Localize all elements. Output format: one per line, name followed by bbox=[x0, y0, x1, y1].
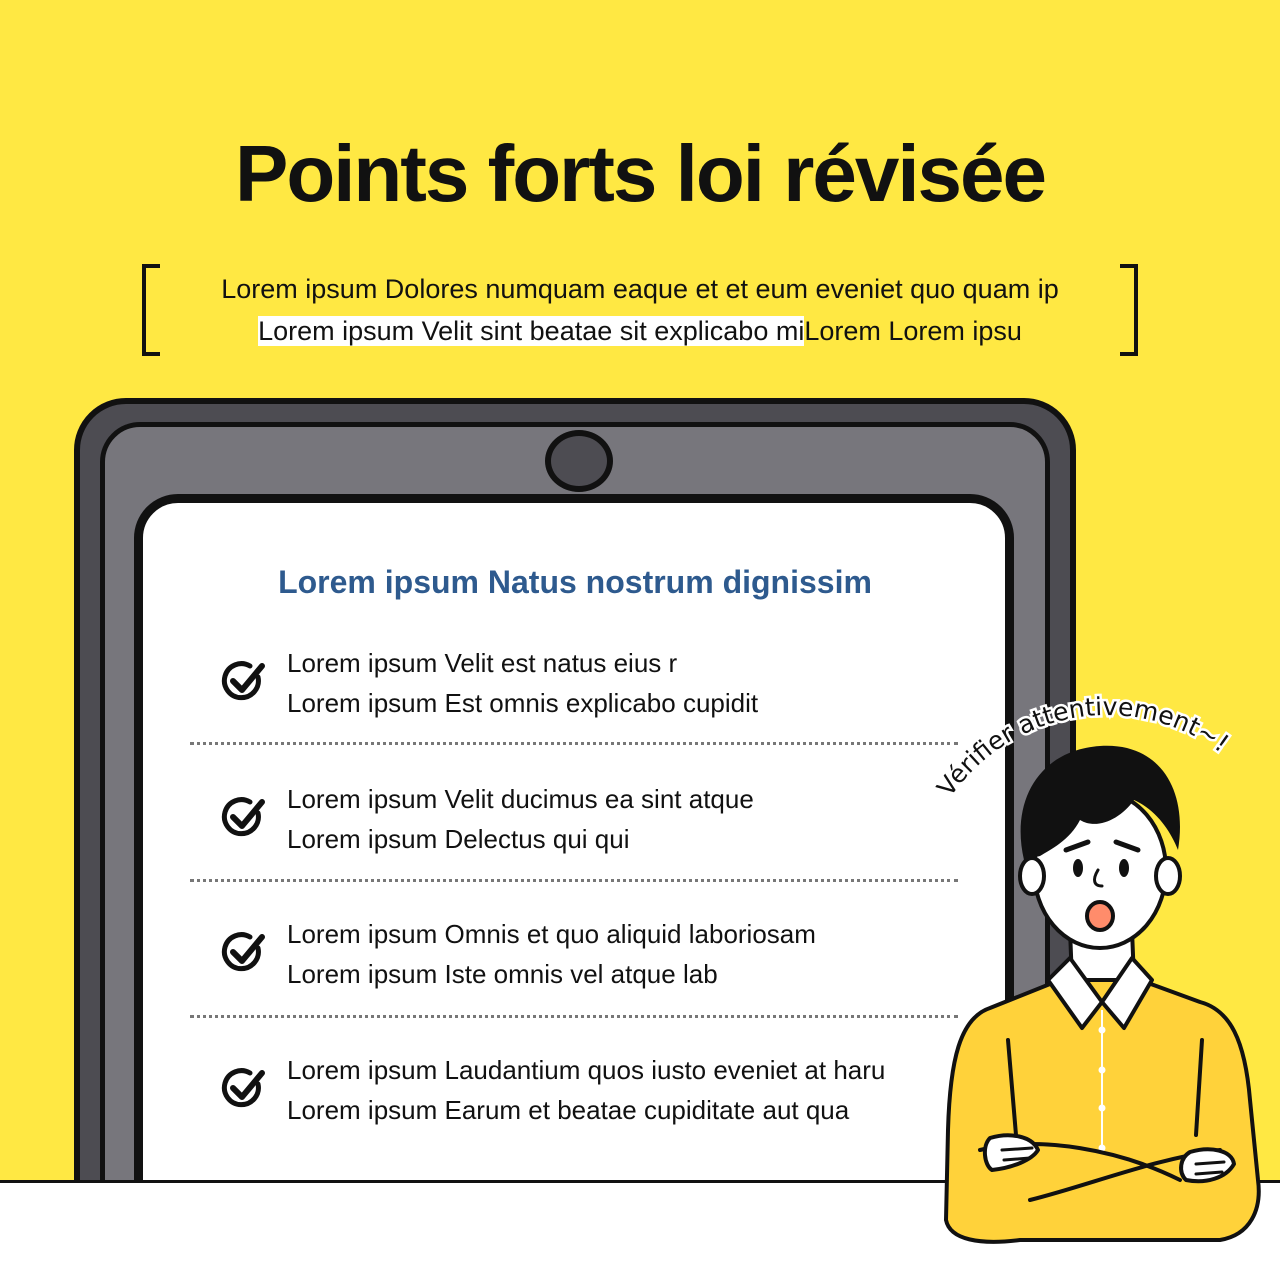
check-circle-icon bbox=[220, 1064, 268, 1112]
subtitle-line-2 bbox=[170, 316, 1110, 347]
check-circle-icon bbox=[220, 793, 268, 841]
subtitle-rest: Lorem Lorem ipsu bbox=[804, 316, 1022, 346]
left-bracket bbox=[142, 264, 160, 356]
speech-text-path: Vérifier attentivement~! bbox=[931, 691, 1235, 802]
tablet-screen bbox=[134, 494, 1014, 1280]
item-text bbox=[287, 1050, 885, 1130]
tablet-camera-icon bbox=[545, 430, 613, 492]
item-line-2: Lorem ipsum Earum et beatae cupiditate aut qua bbox=[287, 1095, 850, 1125]
item-line-1: Lorem ipsum Laudantium quos iusto eveniet at haru bbox=[287, 1055, 886, 1085]
check-circle-icon bbox=[220, 657, 268, 705]
item-line-1: Lorem ipsum Velit est natus eius r bbox=[287, 648, 678, 678]
page-title: Points forts loi révisée bbox=[234, 129, 1046, 218]
dotted-divider bbox=[190, 1015, 958, 1018]
subtitle-highlight: Lorem ipsum Velit sint beatae sit explicabo mi bbox=[258, 316, 805, 346]
item-text bbox=[287, 914, 816, 994]
item-line-2: Lorem ipsum Iste omnis vel atque lab bbox=[287, 959, 718, 989]
right-bracket bbox=[1120, 264, 1138, 356]
item-line-1: Lorem ipsum Omnis et quo aliquid laboriosam bbox=[287, 919, 816, 949]
item-line-1: Lorem ipsum Velit ducimus ea sint atque bbox=[287, 784, 754, 814]
item-text bbox=[287, 643, 758, 723]
list-item bbox=[220, 643, 960, 743]
item-text bbox=[287, 779, 754, 859]
list-item bbox=[220, 779, 960, 879]
screen-title: Lorem ipsum Natus nostrum dignissim bbox=[278, 564, 872, 600]
character-illustration bbox=[920, 680, 1280, 1280]
check-circle-icon bbox=[220, 928, 268, 976]
item-line-2: Lorem ipsum Est omnis explicabo cupidit bbox=[287, 688, 759, 718]
item-line-2: Lorem ipsum Delectus qui qui bbox=[287, 824, 630, 854]
dotted-divider bbox=[190, 879, 958, 882]
dotted-divider bbox=[190, 742, 958, 745]
list-item bbox=[220, 914, 960, 1014]
list-item bbox=[220, 1050, 960, 1150]
subtitle-line-1: Lorem ipsum Dolores numquam eaque et et eum eveniet quo quam ip bbox=[221, 274, 1059, 304]
